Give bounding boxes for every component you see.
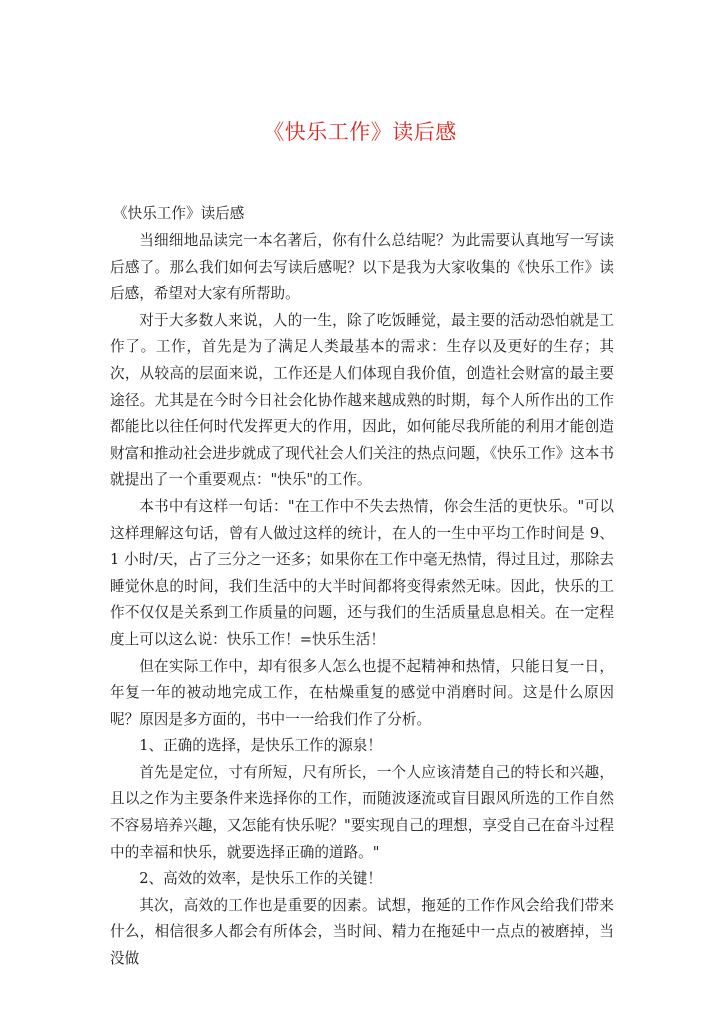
paragraph-efficiency: 其次，高效的工作也是重要的因素。试想，拖延的工作作风会给我们带来什么，相信很多人都会有所体会，当时间、精力在拖延中一点点的被磨掉，当没做 (110, 896, 614, 968)
paragraph-reasons: 但在实际工作中，却有很多人怎么也提不起精神和热情，只能日复一日，年复一年的被动地完成工作，在枯燥重复的感觉中消磨时间。这是什么原因呢？原因是多方面的，书中一一给我们作了分析。 (110, 657, 614, 728)
section-heading-1: 1、正确的选择，是快乐工作的源泉！ (139, 737, 382, 755)
paragraph-enthusiasm-quote: 本书中有这样一句话："在工作中不失去热情，你会生活的更快乐。"可以这样理解这句话，曾有人做过这样的统计，在人的一生中平均工作时间是 9、1 小时/天，占了三分之一还多；如果你在工作中毫无热情，得过且过，那除去睡觉休息的时间，我们生活中的大半时间都将变得索然无味。因此，快乐的工作不仅仅是关系到工作质量的问题，还与我们的生活质量息息相关。在一定程度上可以这么说：快乐工作！=快乐生活！ (110, 497, 614, 648)
document-body (110, 228, 614, 973)
document-subtitle: 《快乐工作》读后感 (113, 205, 245, 222)
paragraph-work-meaning: 对于大多数人来说，人的一生，除了吃饭睡觉，最主要的活动恐怕就是工作了。工作，首先是为了满足人类最基本的需求：生存以及更好的生存；其次，从较高的层面来说，工作还是人们体现自我价值，创造社会财富的最主要途径。尤其是在今时今日社会化协作越来越成熟的时期，每个人所作出的工作都能比以往任何时代发挥更大的作用，因此，如何能尽我所能的利用才能创造财富和推动社会进步就成了现代社会人们关注的热点问题，《快乐工作》这本书就提出了一个重要观点："快乐"的工作。 (110, 311, 614, 489)
paragraph-positioning: 首先是定位，寸有所短，尺有所长，一个人应该清楚自己的特长和兴趣，且以之作为主要条件来选择你的工作，而随波逐流或盲目跟风所选的工作自然不容易培养兴趣，又怎能有快乐呢？"要实现自己的理想，享受自己在奋斗过程中的幸福和快乐，就要选择正确的道路。" (110, 763, 614, 861)
section-heading-2: 2、高效的效率，是快乐工作的关键！ (139, 870, 382, 888)
document-title: 《快乐工作》读后感 (263, 120, 457, 144)
paragraph-intro: 当细细地品读完一本名著后，你有什么总结呢？为此需要认真地写一写读后感了。那么我们如何去写读后感呢？以下是我为大家收集的《快乐工作》读后感，希望对大家有所帮助。 (110, 232, 614, 303)
